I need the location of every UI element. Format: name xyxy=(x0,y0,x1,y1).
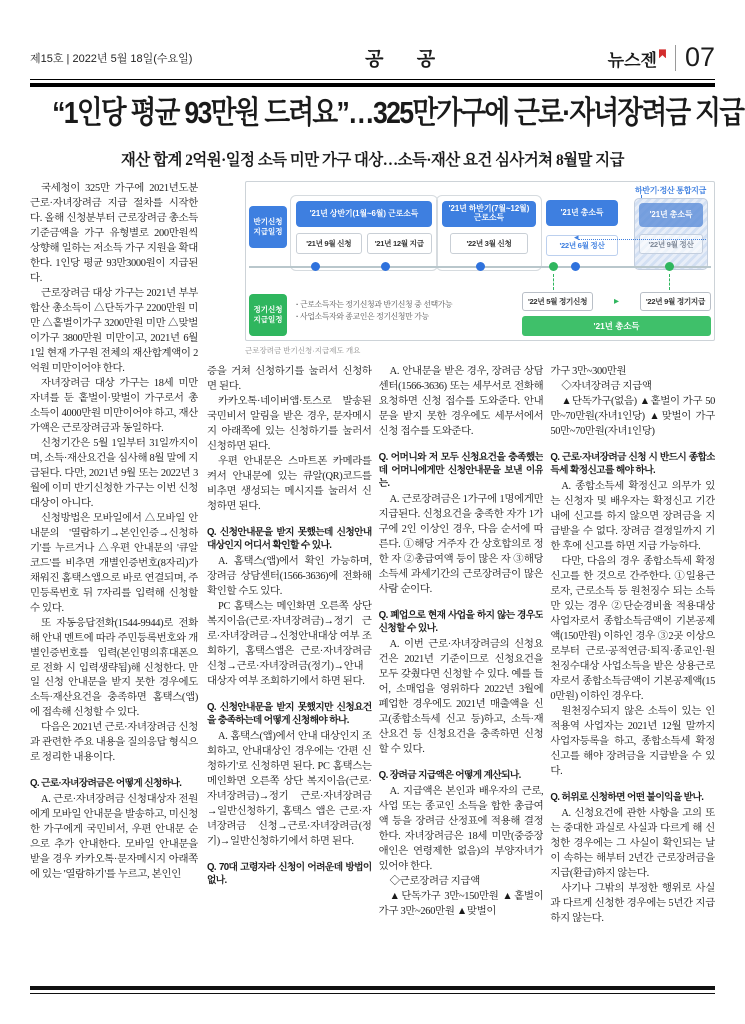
infographic-caption: 근로장려금 반기신청·지급제도 개요 xyxy=(245,346,361,355)
subheadline: 재산 합계 2억원·일정 소득 미만 가구 대상…소득·재산 요건 심사거쳐 8월말 지급 xyxy=(121,152,624,169)
logo-text: 뉴스젠 xyxy=(607,51,657,71)
timeline-dot xyxy=(311,262,320,271)
step-box: '22년 9월 정기지급 xyxy=(640,292,711,311)
article-paragraph: 카카오톡·네이버앱·토스로 발송된 국민비서 알림을 받은 경우, 문자메시지 아래쪽에 있는 신청하기를 눌러서 신청하면 된다. xyxy=(207,395,372,452)
article-paragraph: 우편 안내문은 스마트폰 카메라를 켜서 안내문에 있는 큐알(QR)코드를 비추면 생성되는 메시지를 눌러서 신청하면 된다. xyxy=(207,455,372,512)
article-column-3 xyxy=(379,365,544,975)
label-line: 지급일정 xyxy=(253,227,283,236)
article-paragraph: 또 자동응답전화(1544-9944)로 전화해 안내 멘트에 따라 주민등록번호와 개별인증번호를 입력(본인명의휴대폰으로 전화 시 입력생략됨)해 신청한다. 만일 신청 안내문을 받지 못한 경우에도 소득·재산요건을 충족하면 홈택스(앱)에 접속해 신청할 수 있다. xyxy=(30,617,198,719)
integrated-payment-badge: 하반기·정산 통합지급 xyxy=(634,186,706,195)
article-column-1 xyxy=(30,182,198,982)
infographic-note: · 사업소득자와 종교인은 정기신청만 가능 xyxy=(296,311,452,323)
question: Q. 폐업으로 현재 사업을 하지 않는 경우도 신청할 수 있나. xyxy=(378,610,544,635)
settlement-arrow xyxy=(578,239,706,240)
timeline-dot xyxy=(381,262,390,271)
question: Q. 어머니와 저 모두 신청요건을 충족했는데 어머니에게만 신청안내문을 보낸 이유는. xyxy=(378,451,544,490)
timeline-dot xyxy=(476,262,485,271)
timeline-group-second-half xyxy=(436,195,542,271)
article-paragraph: ◇근로장려금 지급액 xyxy=(389,876,480,888)
regular-income-bar: '21년 총소득 xyxy=(522,316,711,336)
article-paragraph: ▲단독가구 3만~150만원 ▲홑벌이 가구 3만~260만원 ▲맞벌이 xyxy=(378,891,544,918)
schedule-box: '22년 9월 정산 xyxy=(639,234,703,254)
timeline-connector xyxy=(669,274,670,290)
label-line: 정기신청 xyxy=(253,304,283,314)
section-title: 공 공 xyxy=(365,49,450,70)
page-number: 07 xyxy=(675,45,715,71)
question: Q. 신청안내문을 받지 못했는데 신청안내 대상인지 어디서 확인할 수 있나. xyxy=(207,526,372,551)
article-paragraph: 가구 3만~300만원 xyxy=(550,366,627,377)
article-paragraph: A. 홈택스(앱)에서 안내 대상인지 조회하고, 안내대상인 경우에는 '간편 신청하기'로 신청하면 된다. PC 홈택스는 메인화면 오른쪽 상단 복지이음(근로·자녀장려금)→정기 근로·자녀장려금→일반신청하기, 홈택스 앱은 근로·자녀장려금 신청→근로·자녀장려금(정기)→일반신청하기에서 하면 된다. xyxy=(207,731,372,847)
infographic-note: · 근로소득자는 정기신청과 반기신청 중 선택가능 xyxy=(296,299,452,311)
income-period-box: '21년 하반기(7월~12월) 근로소득 xyxy=(442,201,536,227)
article-column-4 xyxy=(550,365,715,975)
question: Q. 근로·자녀장려금은 어떻게 신청하나. xyxy=(30,778,182,790)
header-rule-thick xyxy=(30,83,715,87)
article-column-2 xyxy=(207,365,372,975)
page-header xyxy=(30,44,715,71)
header-rule-thin xyxy=(30,79,715,80)
regular-schedule-label xyxy=(249,294,287,336)
issue-date: 제15호 | 2022년 5월 18일(수요일) xyxy=(30,53,193,65)
question: Q. 허위로 신청하면 어떤 불이익을 받나. xyxy=(550,791,704,803)
schedule-box: '22년 6월 정산 xyxy=(546,235,618,256)
step-box: '22년 5월 정기신청 xyxy=(522,292,593,311)
article-paragraph: ▲단독가구(없음) ▲홑벌이 가구 50만~70만원(자녀1인당) ▲맞벌이 가구 50만~70만원(자녀1인당) xyxy=(550,395,715,437)
label-line: 지급일정 xyxy=(253,315,283,324)
regular-steps xyxy=(522,292,711,311)
article-paragraph: A. 신청요건에 관한 사항을 고의 또는 중대한 과실로 사실과 다르게 해 신청한 경우에는 그 사실이 확인되는 날이 속하는 해부터 2년간 근로장려금을 지급(환급)하지 않는다. xyxy=(550,807,715,879)
schedule-box: '21년 12월 지급 xyxy=(367,233,433,254)
question: Q. 신청안내문을 받지 못했지만 신청요건을 충족하는데 어떻게 신청해야 하나. xyxy=(207,701,372,726)
label-line: 반기신청 xyxy=(253,216,283,226)
logo-red-mark-icon xyxy=(659,49,666,58)
masthead xyxy=(607,42,715,73)
article-paragraph: 자녀장려금 대상 가구는 18세 미만 자녀를 둔 홑벌이·맞벌이 가구로서 총소득이 4000만원 미만이어야 하고, 재산가액은 근로장려금과 동일하다. xyxy=(30,377,198,434)
article-paragraph: 다만, 다음의 경우 종합소득세 확정신고를 한 것으로 간주한다. ①일용근로자, 근로소득 등 원천징수 되는 소득만 있는 경우 ②단순경비율 적용대상 사업자로서 종합소득금액이 기본공제액(150만원) 이하인 경우 ③2곳 이상으로부터 근로·공적연금·퇴직·종교인·원천징수대상 사업소득을 받은 상용근로자로서 종합소득금액이 기본공제액(150만원) 이하인 경우다. xyxy=(550,556,715,702)
half-year-schedule-label xyxy=(249,206,287,248)
income-period-box: '21년 상반기(1월~6월) 근로소득 xyxy=(296,201,432,227)
article-paragraph: 국세청이 325만 가구에 2021년도분 근로·자녀장려금 지급 절차를 시작한다. 올해 신청분부터 근로장려금 총소득기준금액을 가구 유형별로 200만원씩 상향해 일하는 저소득 가구 지원을 확대한다. 1인당 평균 93만3000원이 지급된다. xyxy=(30,183,198,284)
timeline-dot xyxy=(571,262,580,271)
article-paragraph: A. 안내문을 받은 경우, 장려금 상담센터(1566-3636) 또는 세무서로 전화해 요청하면 신청 접수를 도와준다. 안내문을 받지 못한 경우에도 세무서에서 신청 접수를 도와준다. xyxy=(378,366,544,437)
timeline-group-settlement-june xyxy=(546,200,618,256)
timeline-group-settlement-september xyxy=(634,198,708,270)
article-paragraph: 사기나 그밖의 부정한 행위로 사실과 다르게 신청한 경우에는 5년간 지급하지 않는다. xyxy=(550,882,715,924)
timeline-connector xyxy=(553,274,554,290)
article-body xyxy=(30,181,715,983)
headline: “1인당 평균 93만원 드려요”…325만가구에 근로·자녀장려금 지급 xyxy=(52,95,744,130)
infographic-notes xyxy=(296,299,452,324)
timeline-infographic xyxy=(245,181,715,341)
timeline-group-first-half xyxy=(290,195,438,271)
timeline-dot xyxy=(549,262,558,271)
article-paragraph: A. 이번 근로·자녀장려금의 신청요건은 2021년 기준이므로 신청요건을 모두 갖췄다면 신청할 수 있다. 예를 들어, 소매업을 영위하다 2022년 3월에 폐업한 경우에도 2021년 매출액을 신고(종합소득세 신고 등)하고, 소득·재산요건 등 신청요건을 충족하면 신청할 수 있다. xyxy=(378,639,544,756)
article-paragraph: A. 홈택스(앱)에서 확인 가능하며, 장려금 상담센터(1566-3636)에 전화해 확인할 수도 있다. xyxy=(207,556,372,597)
article-paragraph: PC 홈택스는 메인화면 오른쪽 상단 복지이음(근로·자녀장려금)→정기 근로·자녀장려금→신청안내대상 여부 조회하기, 홈택스앱은 근로·자녀장려금 신청→근로·자녀장려금(정기)→안내대상자 여부 조회하기에서 하면 된다. xyxy=(207,600,372,687)
schedule-box: '21년 9월 신청 xyxy=(296,233,362,254)
question: Q. 70대 고령자라 신청이 어려운데 방법이 없나. xyxy=(207,861,372,887)
article-paragraph: 근로장려금 대상 가구는 2021년 부부 합산 총소득이 △단독가구 2200만원 미만 △홑벌이가구 3200만원 미만 △맞벌이가구 3800만원 미만이고, 2021년 6월 1일 현재 가구원 전체의 재산합계액이 2억원 미만이어야 한다. xyxy=(30,287,198,374)
schedule-box: '22년 3월 신청 xyxy=(450,233,527,254)
article-paragraph: 신청기간은 5월 1일부터 31일까지이며, 소득·재산요건을 심사해 8월 말에 지급된다. 다만, 2021년 9월 또는 2022년 3월에 이미 반기신청한 가구는 이번 신청대상이 아니다. xyxy=(30,437,198,509)
question: Q. 근로·자녀장려금 신청 시 반드시 종합소득세 확정신고를 해야 하나. xyxy=(550,451,715,477)
arrow-right-icon: ▸ xyxy=(613,296,620,307)
timeline-dot xyxy=(665,262,674,271)
article-paragraph: 원천징수되지 않은 소득이 있는 인적용역 사업자는 2021년 12월 말까지 사업자등록을 하고, 종합소득세 확정신고를 해야 장려금을 지급받을 수 있다. xyxy=(550,705,715,777)
income-period-box: '21년 총소득 xyxy=(546,200,618,226)
newspaper-logo xyxy=(608,52,666,71)
article-paragraph: A. 근로장려금은 1가구에 1명에게만 지급된다. 신청요건을 충족한 자가 1가구에 2인 이상인 경우, 다음 순서에 따른다. ①해당 거주자 간 상호합의로 정한 자 ②총급여액 등이 많은 자 ③해당 소득세 과세기간의 근로장려금이 많은 사람 순이다. xyxy=(378,494,544,596)
article-paragraph: 신청방법은 모바일에서 △모바일 안내문의 '열람하기→본인인증→신청하기'를 누르거나 △우편 안내문의 '큐알코드'를 비추면 개별인증번호(8자리)가 채워진 홈택스앱으로 바로 연결되며, 주민등록번호 뒤 7자리를 입력해 신청할 수 있다. xyxy=(30,512,198,614)
article-paragraph: A. 지급액은 본인과 배우자의 근로, 사업 또는 종교인 소득을 합한 총급여액 등을 장려금 산정표에 적용해 결정한다. 자녀장려금은 18세 미만(중증장애인은 연령제한 없음)의 부양자녀가 있어야 한다. xyxy=(378,786,544,873)
right-area xyxy=(207,181,715,983)
article-paragraph: A. 근로·자녀장려금 신청대상자 전원에게 모바일 안내문을 발송하고, 미신청한 가구에게 국민비서, 우편 안내문 순으로 추가 안내한다. 모바일 안내문을 받을 경우 카카오톡·문자메시지 아래쪽에 있는 '열람하기'를 누르고, 본인인 xyxy=(30,794,198,881)
question: Q. 장려금 지급액은 어떻게 계산되나. xyxy=(378,770,521,782)
income-period-box: '21년 총소득 xyxy=(639,203,703,227)
article-paragraph: ◇자녀장려금 지급액 xyxy=(561,380,652,392)
article-paragraph: 다음은 2021년 근로·자녀장려금 신청과 관련한 주요 내용을 질의응답 형식으로 정리한 내용이다. xyxy=(30,722,198,764)
article-paragraph: A. 종합소득세 확정신고 의무가 있는 신청자 및 배우자는 확정신고 기간 내에 신고를 하지 않으면 장려금을 지급받을 수 없다. 장려금 결정일까지 기한 후에 신고를 하면 지급 가능하다. xyxy=(550,481,715,553)
footer-rule-thick xyxy=(30,986,715,990)
article-paragraph: 증을 거쳐 신청하기를 눌러서 신청하면 된다. xyxy=(207,366,372,392)
columns-234 xyxy=(207,365,715,975)
footer-rule-thin xyxy=(30,993,715,994)
